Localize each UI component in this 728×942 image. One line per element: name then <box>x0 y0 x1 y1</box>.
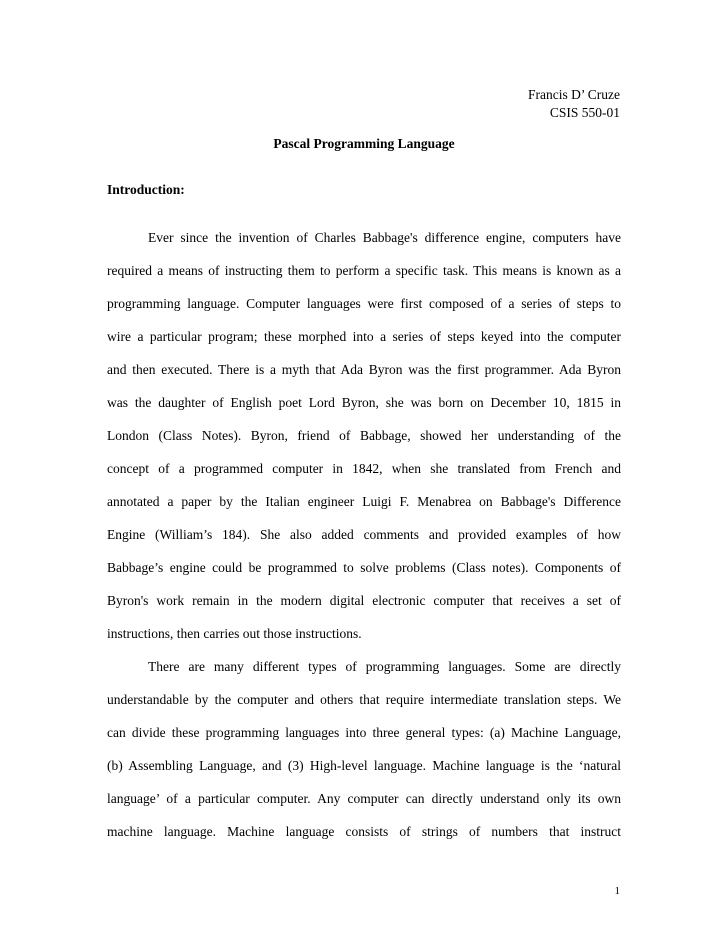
section-heading-introduction: Introduction: <box>107 182 185 197</box>
paragraph-line: language’ of a particular computer. Any computer can directly understand only its own <box>107 791 621 806</box>
paragraph-line: Babbage’s engine could be programmed to solve problems (Class notes). Components of <box>107 560 621 575</box>
paragraph-line: There are many different types of programming languages. Some are directly <box>148 659 621 674</box>
paragraph-line: instructions, then carries out those instructions. <box>107 626 362 641</box>
paragraph-line: wire a particular program; these morphed into a series of steps keyed into the computer <box>107 329 621 344</box>
paragraph-line: understandable by the computer and others that require intermediate translation steps. We <box>107 692 621 707</box>
paragraph-line: was the daughter of English poet Lord Byron, she was born on December 10, 1815 in <box>107 395 621 410</box>
paragraph-line: machine language. Machine language consists of strings of numbers that instruct <box>107 824 621 839</box>
document-title: Pascal Programming Language <box>273 136 455 151</box>
course-code: CSIS 550-01 <box>549 105 620 120</box>
paragraph-line: London (Class Notes). Byron, friend of Babbage, showed her understanding of the <box>107 428 621 443</box>
paragraph-line: (b) Assembling Language, and (3) High-level language. Machine language is the ‘natural <box>107 758 621 773</box>
paragraph-line: annotated a paper by the Italian engineer Luigi F. Menabrea on Babbage's Difference <box>107 494 621 509</box>
paragraph-line: programming language. Computer languages were first composed of a series of steps to <box>107 296 621 311</box>
author-header <box>528 86 620 122</box>
paragraph-line: can divide these programming languages into three general types: (a) Machine Language, <box>107 725 621 740</box>
paragraph-line: Engine (William’s 184). She also added comments and provided examples of how <box>107 527 621 542</box>
paragraph-line: and then executed. There is a myth that Ada Byron was the first programmer. Ada Byron <box>107 362 621 377</box>
paragraph-line: Ever since the invention of Charles Babbage's difference engine, computers have <box>148 230 621 245</box>
paragraph-line: required a means of instructing them to perform a specific task. This means is known as a <box>107 263 621 278</box>
page-number: 1 <box>614 885 620 897</box>
author-name: Francis D’ Cruze <box>528 87 620 102</box>
paragraph-line: concept of a programmed computer in 1842, when she translated from French and <box>107 461 621 476</box>
paragraph-line: Byron's work remain in the modern digital electronic computer that receives a set of <box>107 593 621 608</box>
